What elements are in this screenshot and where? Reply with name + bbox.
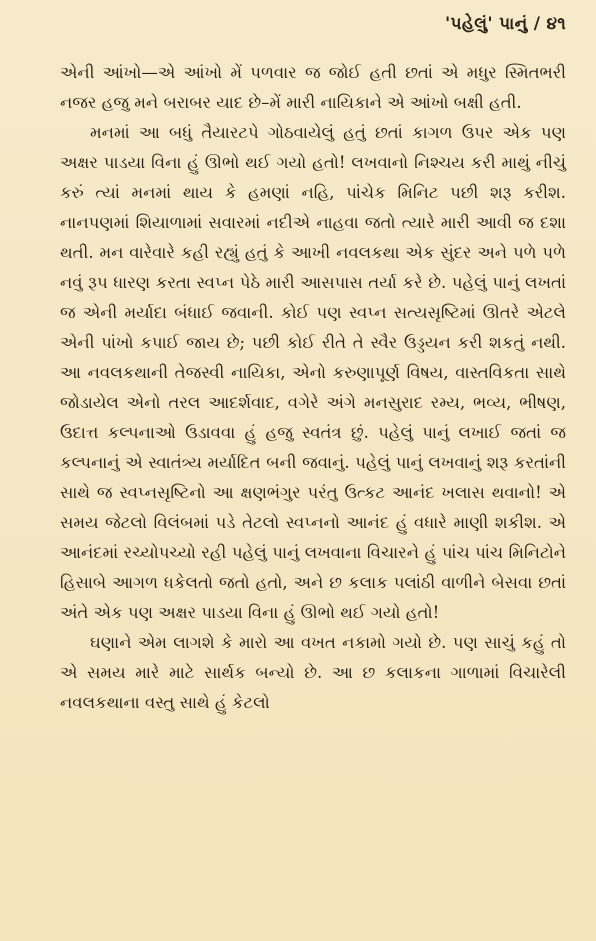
body-text	[60, 58, 566, 718]
paragraph-2: મનમાં આ બધું તૈયારટપે ગોઠવાયેલું હતું છતાં કાગળ ઉપર એક પણ અક્ષર પાડયા વિના હું ઊભો થઈ ગયો હતો! લખવાનો નિશ્ચય કરી માથું નીચું કરું ત્યાં મનમાં થાય કે હમણાં નહિ, પાંચેક મિનિટ પછી શરૂ કરીશ. નાનપણમાં શિયાળામાં સવારમાં નદીએ નાહવા જતો ત્યારે મારી આવી જ દશા થતી. મન વારેવારે કહી રહ્યું હતું કે આખી નવલકથા એક સુંદર અને પળે પળે નવું રૂપ ધારણ કરતા સ્વપ્ન પેઠે મારી આસપાસ તર્યા કરે છે. પહેલું પાનું લખતાં જ એની મર્યાદા બંધાઈ જવાની. કોઈ પણ સ્વપ્ન સત્યસૃષ્ટિમાં ઊતરે એટલે એની પાંખો કપાઈ જાય છે; પછી કોઈ રીતે તે સ્વૈર ઉડ્ડયન કરી શકતું નથી. આ નવલકથાની તેજસ્વી નાયિકા, એનો કરુણાપૂર્ણ વિષય, વાસ્તવિકતા સાથે જોડાયેલ એનો તરલ આદર્શવાદ, વગેરે અંગે મનસુરાદ રમ્ય, ભવ્ય, ભીષણ, ઉદાત્ત કલ્પનાઓ ઉડાવવા હું હજુ સ્વતંત્ર છું. પહેલું પાનું લખાઈ જતાં જ કલ્પનાનું એ સ્વાતંત્ર્ય મર્યાદિત બની જવાનું. પહેલું પાનું લખવાનું શરૂ કરતાંની સાથે જ સ્વપ્નસૃષ્ટિનો આ ક્ષણભંગુર પરંતુ ઉત્કટ આનંદ ખલાસ થવાનો! એ સમય જેટલો વિલંબમાં પડે તેટલો સ્વપ્નનો આનંદ હું વધારે માણી શકીશ. એ આનંદમાં રચ્યોપચ્યો રહી પહેલું પાનું લખવાના વિચારને હું પાંચ પાંચ મિનિટોને હિસાબે આગળ ધકેલતો જતો હતો, અને છ કલાક પલાંઠી વાળીને બેસવા છતાં અંતે એક પણ અક્ષર પાડયા વિના હું ઊભો થઈ ગયો હતો!	[60, 123, 566, 622]
running-head: 'પહેલું' પાનું / ૪૧	[445, 14, 566, 34]
paragraph-3: ઘણાને એમ લાગશે કે મારો આ વખત નકામો ગયો છે. પણ સાચું કહું તો એ સમય મારે માટે સાર્થક બન્યો છે. આ છ કલાકના ગાળામાં વિચારેલી નવલકથાના વસ્તુ સાથે હું કેટલો	[60, 633, 566, 712]
paragraph-1: એની આંખો—એ આંખો મેં પળવાર જ જોઈ હતી છતાં એ મધુર સ્મિતભરી નજર હજુ મને બરાબર યાદ છે–મેં મારી નાયિકાને એ આંખો બક્ષી હતી.	[60, 63, 566, 112]
